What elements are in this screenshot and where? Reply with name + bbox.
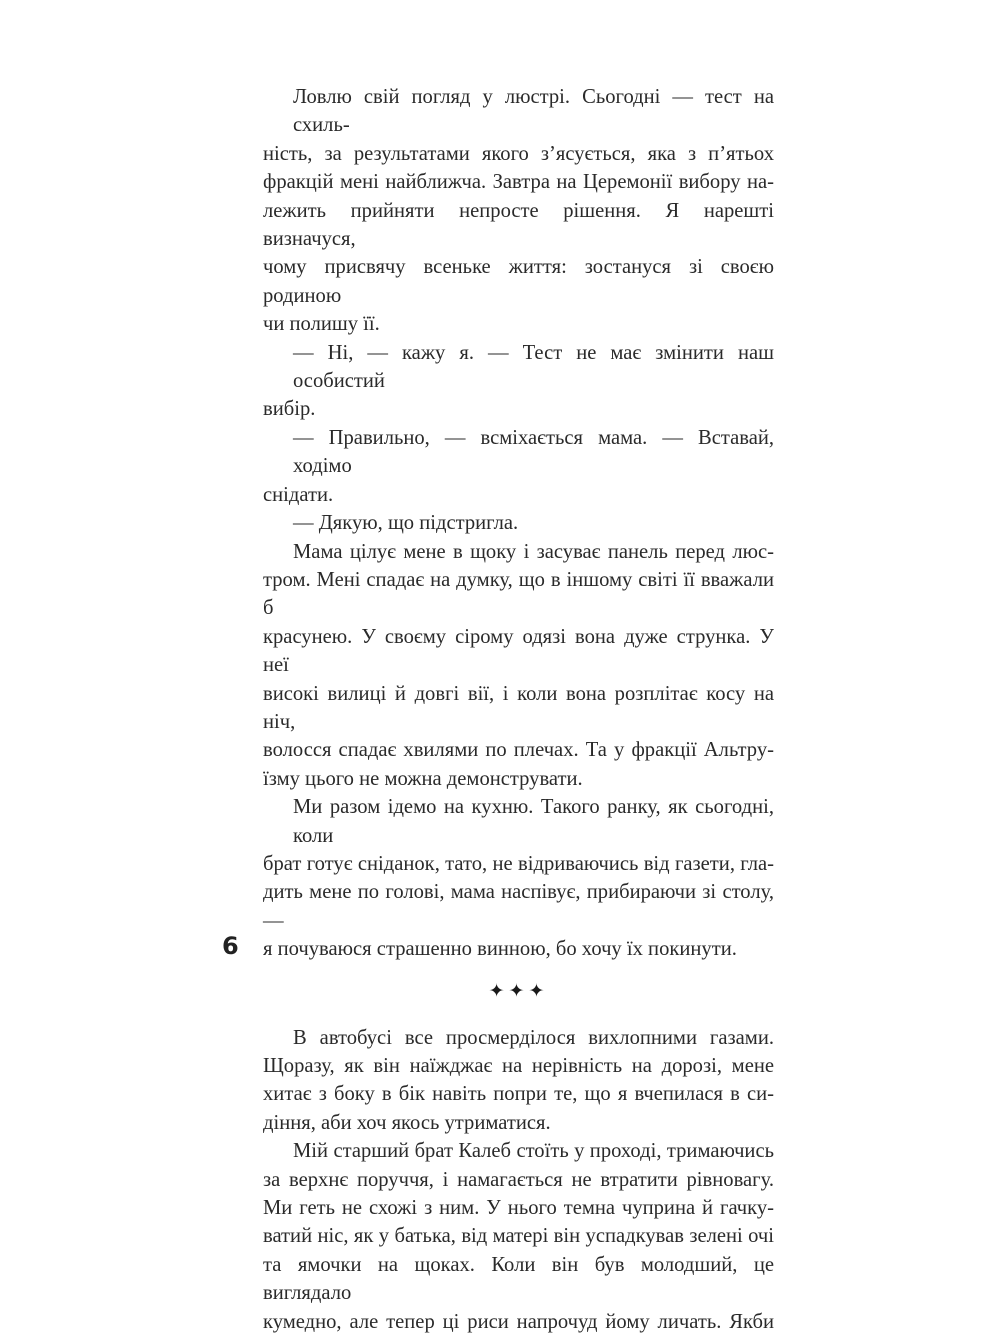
paragraph xyxy=(263,424,774,509)
paragraph xyxy=(263,83,774,339)
paragraph xyxy=(263,509,774,537)
text-line: волосся спадає хвилями по плечах. Та у фракції Альтру- xyxy=(263,739,774,762)
text-line: дить мене по голові, мама наспівує, прибираючи зі столу, — xyxy=(263,881,774,932)
text-line: снідати. xyxy=(263,483,334,506)
text-line: ватий ніс, як у батька, від матері він успадкував зелені очі xyxy=(263,1225,774,1248)
section-one xyxy=(263,83,774,964)
text-line: фракцій мені найближча. Завтра на Церемонії вибору на- xyxy=(263,171,774,194)
text-line: чи полишу її. xyxy=(263,313,380,336)
text-line: за верхнє поруччя, і намагається не втратити рівновагу. xyxy=(263,1168,774,1191)
text-line: брат готує сніданок, тато, не відриваючись від газети, гла- xyxy=(263,852,774,875)
paragraph xyxy=(263,793,774,963)
text-line: їзму цього не можна демонструвати. xyxy=(263,767,583,790)
text-line: — Ні, — кажу я. — Тест не має змінити наш особистий xyxy=(293,341,774,393)
text-line: діння, аби хоч якось утриматися. xyxy=(263,1111,551,1134)
book-page-text xyxy=(263,83,774,1336)
text-line: кумедно, але тепер ці риси напрочуд йому личать. Якби xyxy=(263,1310,774,1333)
text-line: лежить прийняти непросте рішення. Я нарешті визначуся, xyxy=(263,199,774,251)
text-line: Ловлю свій погляд у люстрі. Сьогодні — тест на схиль- xyxy=(293,86,774,137)
text-line: Щоразу, як він наїжджає на нерівність на дорозі, мене xyxy=(263,1055,774,1077)
text-line: Мама цілує мене в щоку і засуває панель перед люс- xyxy=(293,540,774,563)
paragraph xyxy=(263,339,774,424)
paragraph xyxy=(263,1137,774,1336)
text-line: — Правильно, — всміхається мама. — Вставай, ходімо xyxy=(293,426,774,478)
text-line: високі вилиці й довгі вії, і коли вона розплітає косу на ніч, xyxy=(263,682,774,733)
text-line: чому присвячу всеньке життя: зостануся зі своєю родиною xyxy=(263,256,774,307)
text-line: Мій старший брат Калеб стоїть у проході, тримаючись xyxy=(293,1140,774,1163)
text-line: В автобусі все просмерділося вихлопними газами. xyxy=(293,1026,774,1049)
paragraph xyxy=(263,538,774,794)
paragraph xyxy=(263,1024,774,1138)
text-line: Ми разом ідемо на кухню. Такого ранку, як сьогодні, коли xyxy=(293,796,774,847)
section-separator: ✦✦✦ xyxy=(488,980,549,1002)
text-line: хитає з боку в бік навіть попри те, що я вчепилася в си- xyxy=(263,1083,774,1106)
text-line: вибір. xyxy=(263,398,316,421)
text-line: та ямочки на щоках. Коли він був молодший, це виглядало xyxy=(263,1253,774,1305)
text-line: — Дякую, що підстригла. xyxy=(293,512,519,535)
text-line: красунею. У своєму сірому одязі вона дуже струнка. У неї xyxy=(263,625,774,677)
text-line: я почуваюся страшенно винною, бо хочу їх покинути. xyxy=(263,938,737,961)
text-line: Ми геть не схожі з ним. У нього темна чуприна й гачку- xyxy=(263,1197,774,1220)
page-number: 6 xyxy=(222,932,239,960)
text-line: тром. Мені спадає на думку, що в іншому світі її вважали б xyxy=(263,568,774,620)
text-line: ність, за результатами якого з’ясується, яка з п’ятьох xyxy=(263,142,774,165)
section-two xyxy=(263,1024,774,1336)
